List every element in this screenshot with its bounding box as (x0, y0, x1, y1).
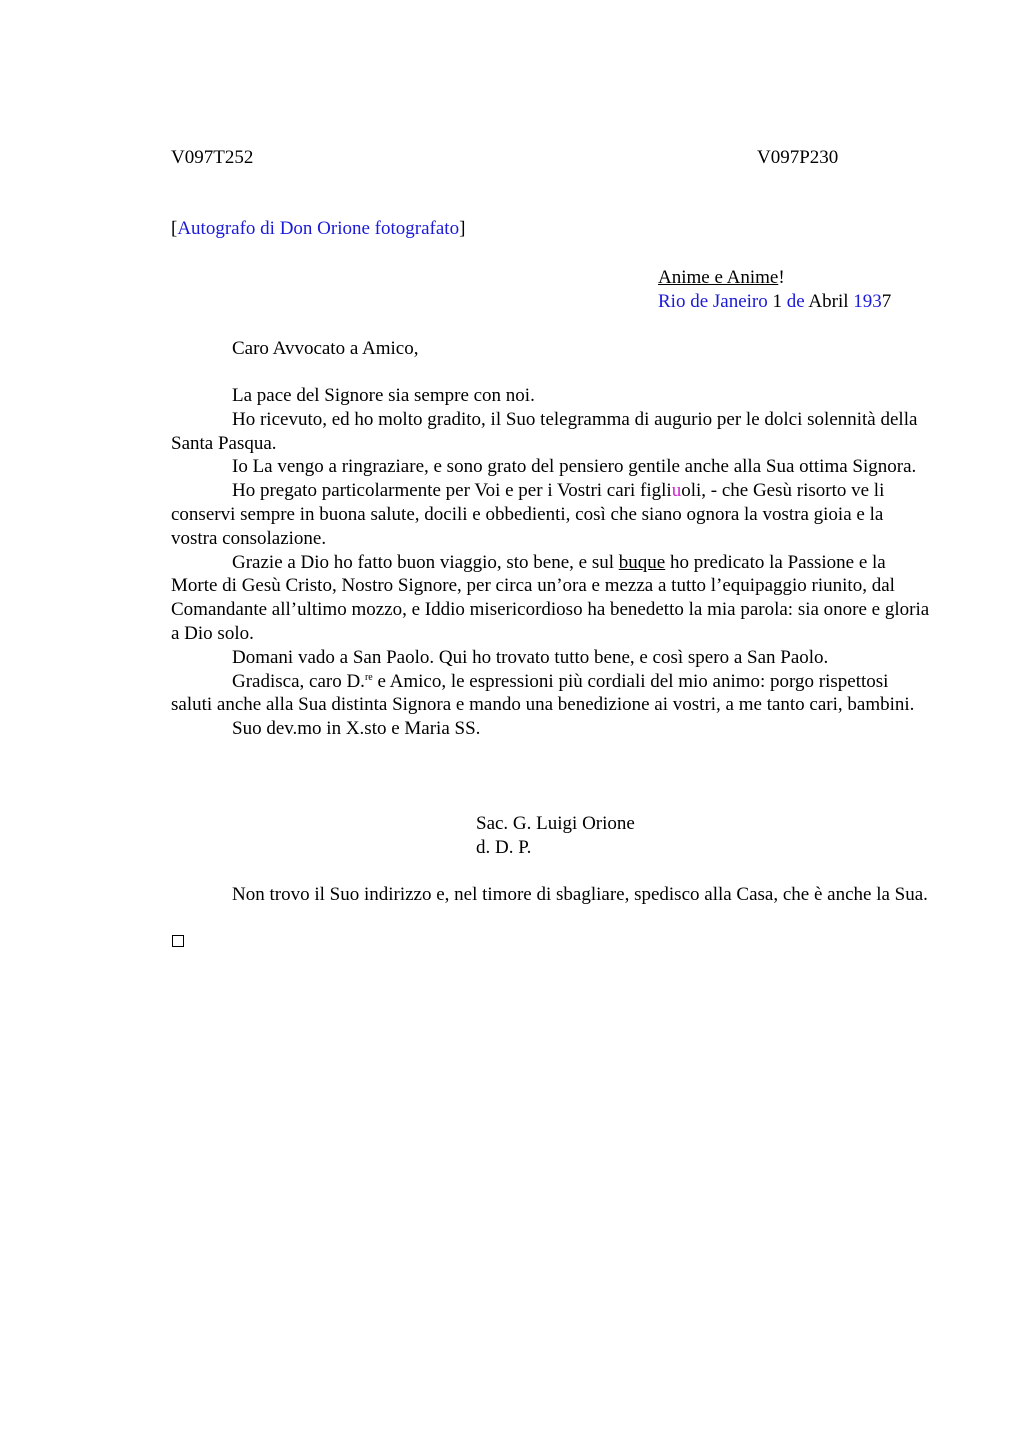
paragraph-prayer-part-a: Ho pregato particolarmente per Voi e per i Vostri cari figli (232, 480, 672, 502)
signature-name: Sac. G. Luigi Orione (476, 813, 635, 834)
letter-body (171, 384, 931, 741)
dateline-de: de (786, 291, 805, 312)
postscript (171, 883, 931, 907)
editorial-note-open-bracket: [ (171, 218, 178, 239)
paragraph-thanks: Io La vengo a ringraziare, e sono grato del pensiero gentile anche alla Sua ottima Signora. (232, 456, 917, 478)
paragraph-peace: La pace del Signore sia sempre con noi. (232, 385, 535, 406)
document-code-right: V097P230 (757, 147, 839, 168)
paragraph-prayer-part-b: oli, - che Gesù risorto ve li conservi sempre in buona salute, docili e obbedienti, così che siano ognora la vostra gioia e la vostra consolazione. (171, 480, 885, 549)
motto-underlined: Anime e Anime (658, 267, 779, 288)
dateline-year-last-digit: 7 (881, 291, 892, 312)
signature-congregation: d. D. P. (476, 837, 532, 858)
motto-exclamation: ! (778, 267, 785, 288)
paragraph-closing: Suo dev.mo in X.sto e Maria SS. (232, 718, 481, 740)
greeting: Caro Avvocato a Amico, (232, 338, 419, 359)
editorial-note (171, 217, 465, 241)
dateline-day: 1 (772, 291, 783, 312)
postscript-text: Non trovo il Suo indirizzo e, nel timore di sbagliare, spedisco alla Casa, che è anche la Sua. (232, 884, 928, 905)
dateline-place: Rio de Janeiro (658, 291, 768, 312)
end-square-icon (172, 935, 184, 947)
dateline-year-part: 193 (853, 291, 882, 312)
paragraph-greetings (171, 670, 931, 718)
paragraph-greetings-part-a: Gradisca, caro D. (232, 670, 365, 692)
paragraph-prayer (171, 479, 931, 550)
motto (658, 266, 785, 290)
underlined-word-buque: buque (618, 551, 666, 573)
dateline-month: Abril (808, 291, 849, 312)
paragraph-journey (171, 551, 931, 646)
paragraph-journey-part-b: ho predicato la Passione e la Morte di Gesù Cristo, Nostro Signore, per circa un’ora e mezza a tutto l’equipaggio riunito, dal Comandante all’ultimo mozzo, e Iddio misericordioso ha benedetto la mia parola: sia onore e gloria a Dio solo. (171, 551, 930, 644)
correction-mark: u (671, 480, 682, 502)
editorial-note-close-bracket: ] (459, 218, 466, 239)
editorial-note-text: Autografo di Don Orione fotografato (177, 218, 460, 239)
paragraph-telegram: Ho ricevuto, ed ho molto gradito, il Suo telegramma di augurio per le dolci solennità della Santa Pasqua. (171, 408, 918, 454)
superscript-re: re (364, 671, 373, 683)
paragraph-san-paolo: Domani vado a San Paolo. Qui ho trovato tutto bene, e così spero a San Paolo. (232, 646, 829, 668)
paragraph-journey-part-a: Grazie a Dio ho fatto buon viaggio, sto bene, e sul (232, 551, 619, 573)
paragraph-greetings-part-b: e Amico, le espressioni più cordiali del mio animo: porgo rispettosi saluti anche alla Sua distinta Signora e mando una benedizione ai vostri, a me tanto cari, bambini. (171, 670, 915, 716)
dateline (658, 290, 891, 314)
document-code-left: V097T252 (171, 147, 254, 168)
